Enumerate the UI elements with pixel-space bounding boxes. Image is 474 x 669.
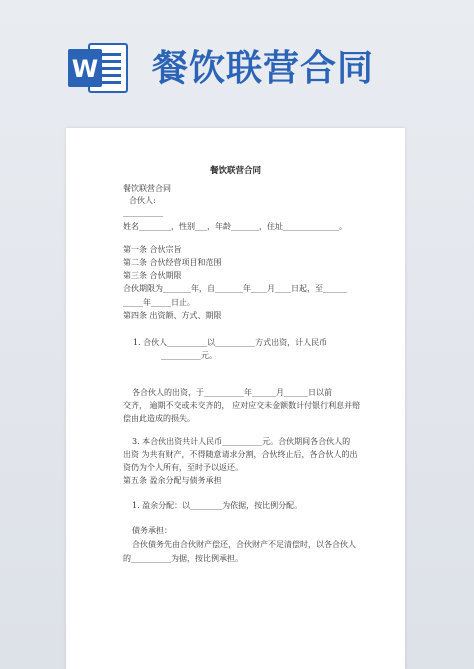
doc-line: 第一条 合伙宗旨 <box>123 245 182 254</box>
doc-line: 偿由此造成的损失。 <box>123 414 195 423</box>
document-title: 餐饮联营合同 <box>209 166 261 176</box>
doc-line: 姓名________，性别___，年龄_______，住址______________。 <box>123 222 347 231</box>
banner-title: 餐饮联营合同 <box>152 48 375 89</box>
doc-line: 1. 合伙人__________以__________方式出资，计人民币 <box>133 338 328 347</box>
doc-line: 合伙期限为_______年，自_______年____月____日起，至______ <box>123 284 347 293</box>
banner <box>0 0 474 118</box>
doc-line: __________ <box>123 208 163 217</box>
doc-line: 第三条 合伙期限 <box>123 271 182 280</box>
doc-line: 交齐， 逾期不交或未交齐的， 应对应交未金额数计付银行利息并赔 <box>123 401 361 410</box>
doc-line: 债务承担： <box>132 526 172 535</box>
doc-line: 合伙债务先由合伙财产偿还，合伙财产不足清偿时，以各合伙人 <box>132 540 356 549</box>
doc-line: 第五条 盈余分配与债务承担 <box>123 476 222 485</box>
doc-line: 1. 盈余分配：以________为依据，按比例分配。 <box>132 501 303 510</box>
doc-line: 出资 为共有财产，不得随意请求分割，合伙终止后，各合伙人的出 <box>123 450 358 459</box>
doc-line: 第四条 出资额、方式、期限 <box>123 311 222 320</box>
document-body <box>66 128 405 669</box>
doc-line: __________元。 <box>161 351 217 360</box>
word-document-icon <box>67 43 129 93</box>
document-page <box>66 128 405 669</box>
doc-line: 合伙人: <box>129 196 156 205</box>
doc-line: 资仍为个人所有，至时予以返还。 <box>123 463 243 472</box>
doc-line: 的__________为据，按比例承担。 <box>123 554 243 563</box>
doc-line: 3. 本合伙出资共计人民币__________元。合伙期间各合伙人的 <box>132 437 351 446</box>
doc-line: _____年_____日止。 <box>123 298 195 307</box>
doc-line: 第二条 合伙经营项目和范围 <box>123 258 222 267</box>
doc-line: 餐饮联营合同 <box>123 184 171 193</box>
word-icon-letter: W <box>71 55 99 83</box>
doc-line: 各合伙人的出资，于__________年______月______日以前 <box>132 388 332 397</box>
